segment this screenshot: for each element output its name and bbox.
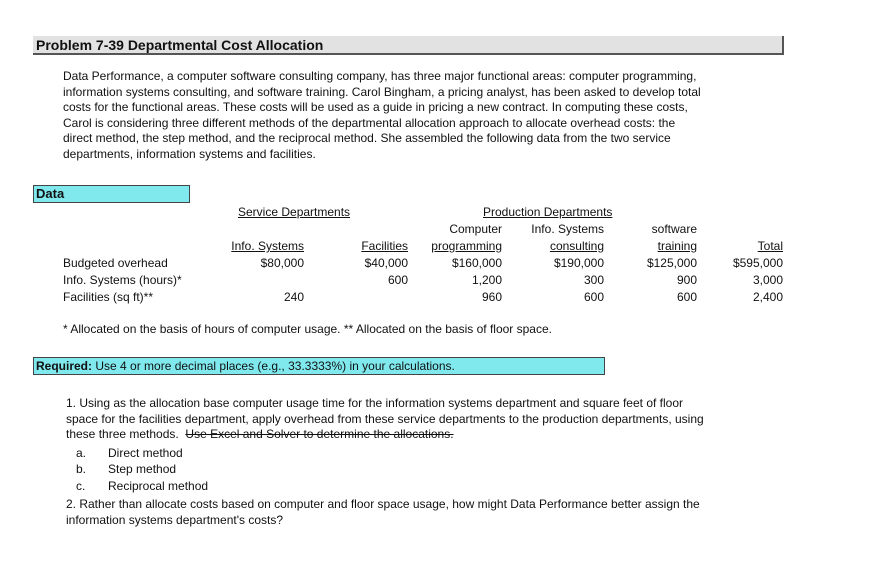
cell-value: 2,400 <box>752 290 783 304</box>
intro-line: departments, information systems and facilities. <box>63 146 316 161</box>
cell-value: $80,000 <box>260 256 304 270</box>
cell-value: 240 <box>283 290 304 304</box>
cell-value: 600 <box>583 290 604 304</box>
col-header-training: training <box>657 239 697 253</box>
required-label: Required: <box>36 359 93 373</box>
intro-line: costs for the functional areas. These costs will be used as a guide in pricing a new contract. In computing these costs, <box>63 100 688 115</box>
cell-value: $160,000 <box>451 256 502 270</box>
required-box <box>33 357 605 375</box>
cell-value: 600 <box>387 273 408 287</box>
allocation-footnote: * Allocated on the basis of hours of computer usage. ** Allocated on the basis of floor space. <box>63 322 552 336</box>
question-line <box>66 427 786 443</box>
production-departments-header: Production Departments <box>483 205 613 219</box>
question-1 <box>66 396 786 443</box>
cell-value: $595,000 <box>732 256 783 270</box>
cell-value: 600 <box>676 290 697 304</box>
struck-instruction: Use Excel and Solver to determine the allocations. <box>185 427 454 442</box>
required-text: Use 4 or more decimal places (e.g., 33.3333%) in your calculations. <box>92 359 455 373</box>
method-reciprocal: Reciprocal method <box>108 479 209 493</box>
method-step: Step method <box>108 462 177 476</box>
col-header-facilities: Facilities <box>361 239 408 253</box>
intro-line: direct method, the step method, and the reciprocal method. She assembled the following data from the two service <box>63 131 671 146</box>
cell-value: 300 <box>583 273 604 287</box>
intro-line: information systems consulting, and software training. Carol Bingham, a pricing analyst, has been asked to develop total <box>63 84 701 99</box>
intro-paragraph <box>63 69 788 163</box>
col-header-programming: programming <box>431 239 502 253</box>
col-header-software: software <box>651 222 697 236</box>
method-letter: a. <box>76 446 87 460</box>
cell-value: 960 <box>481 290 502 304</box>
cell-value: 3,000 <box>752 273 783 287</box>
cell-value: $40,000 <box>364 256 408 270</box>
question-line: 2. Rather than allocate costs based on computer and floor space usage, how might Data Performance better assign the <box>66 497 700 511</box>
row-label-budgeted-overhead: Budgeted overhead <box>63 256 168 270</box>
data-section-label: Data <box>33 185 190 203</box>
row-label-info-systems-hours: Info. Systems (hours)* <box>63 273 182 287</box>
method-letter: b. <box>76 462 87 476</box>
intro-line: Data Performance, a computer software consulting company, has three major functional areas: computer programming, <box>63 69 697 83</box>
col-header-consulting-top: Info. Systems <box>531 222 604 236</box>
page-title: Problem 7-39 Departmental Cost Allocation <box>33 36 784 55</box>
service-departments-header: Service Departments <box>238 205 351 219</box>
question-line: space for the facilities department, apply overhead from these service departments to the production departments, using <box>66 411 704 426</box>
cell-value: 1,200 <box>471 273 502 287</box>
method-letter: c. <box>76 479 86 493</box>
question-line: information systems department's costs? <box>66 512 284 527</box>
question-text: these three methods. <box>66 427 186 442</box>
question-line: 1. Using as the allocation base computer usage time for the information systems department and square feet of floor <box>66 396 683 410</box>
method-direct: Direct method <box>108 446 183 460</box>
col-header-total: Total <box>757 239 783 253</box>
col-header-consulting: consulting <box>549 239 604 253</box>
cell-value: $190,000 <box>553 256 604 270</box>
cell-value: 900 <box>676 273 697 287</box>
cell-value: $125,000 <box>646 256 697 270</box>
intro-line: Carol is considering three different methods of the departmental allocation approach to allocate overhead costs: the <box>63 115 676 130</box>
col-header-computer: Computer <box>449 222 502 236</box>
question-2 <box>66 497 786 528</box>
row-label-facilities-sqft: Facilities (sq ft)** <box>63 290 154 304</box>
col-header-info-systems: Info. Systems <box>231 239 304 253</box>
